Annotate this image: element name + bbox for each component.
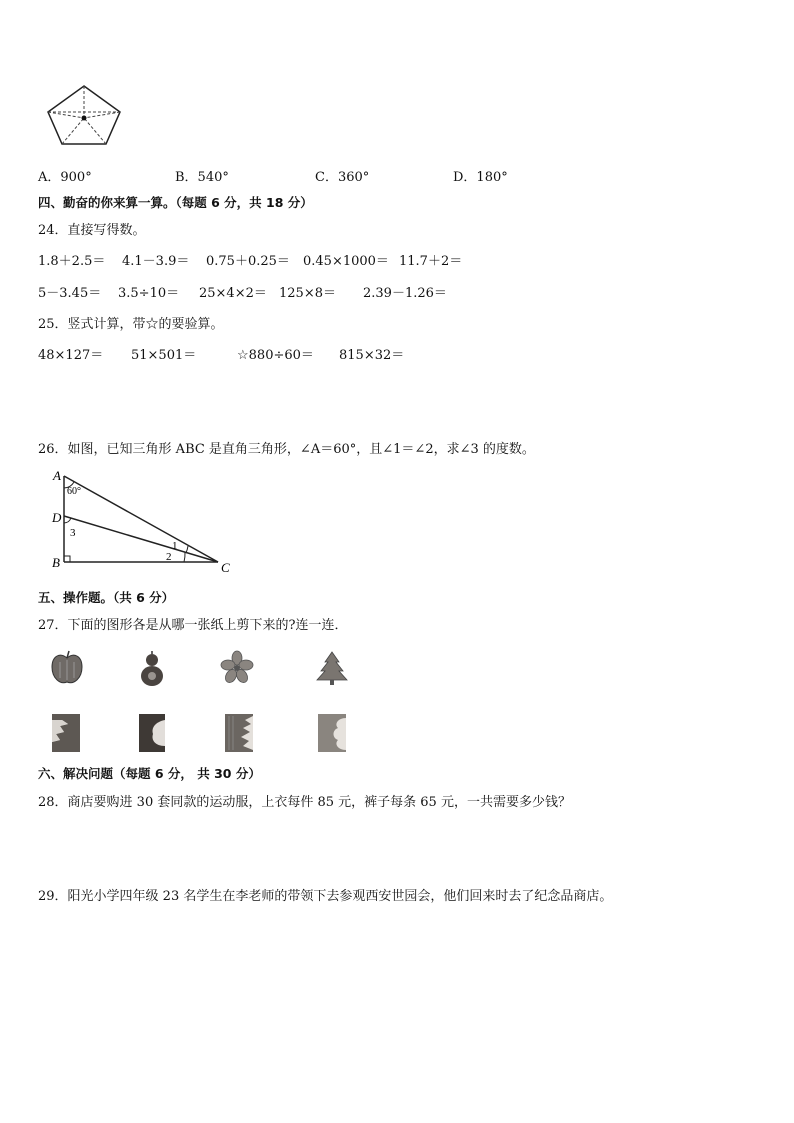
gourd-shape-icon bbox=[136, 650, 168, 688]
q24-item: 0.75＋0.25＝ bbox=[206, 254, 290, 269]
label-a: A bbox=[53, 468, 61, 483]
q25-item: 51×501＝ bbox=[131, 348, 197, 363]
label-angle-3: 3 bbox=[70, 527, 76, 539]
q28-prompt: 28．商店要购进 30 套同款的运动服，上衣每件 85 元，裤子每条 65 元，一共需要多少钱？ bbox=[38, 795, 571, 810]
q24-item: 0.45×1000＝ bbox=[303, 254, 389, 269]
option-a: A．900° bbox=[38, 170, 92, 185]
q24-item: 1.8＋2.5＝ bbox=[38, 254, 106, 269]
q25-item: 815×32＝ bbox=[339, 348, 405, 363]
label-d: D bbox=[52, 510, 62, 525]
q29-prompt: 29．阳光小学四年级 23 名学生在李老师的带领下去参观西安世园会，他们回来时去了纪念品商店。 bbox=[38, 889, 613, 904]
option-b: B．540° bbox=[175, 170, 229, 185]
q24-item: 4.1－3.9＝ bbox=[122, 254, 190, 269]
q24-item: 3.5÷10＝ bbox=[118, 286, 180, 301]
section-4-title: 四、勤奋的你来算一算。（每题 6 分，共 18 分） bbox=[38, 195, 313, 210]
q24-item: 5－3.45＝ bbox=[38, 286, 102, 301]
q25-item: ☆880÷60＝ bbox=[237, 348, 314, 363]
paper-sheet-4 bbox=[316, 712, 348, 754]
q24-prompt: 24．直接写得数。 bbox=[38, 223, 146, 238]
q24-item: 11.7＋2＝ bbox=[399, 254, 463, 269]
label-angle-2: 2 bbox=[166, 551, 172, 563]
option-c: C．360° bbox=[315, 170, 370, 185]
label-c: C bbox=[221, 560, 230, 575]
q24-item: 2.39－1.26＝ bbox=[363, 286, 447, 301]
option-d: D．180° bbox=[453, 170, 508, 185]
q27-prompt: 27．下面的图形各是从哪一张纸上剪下来的?连一连． bbox=[38, 618, 348, 633]
section-5-title: 五、操作题。（共 6 分） bbox=[38, 590, 175, 605]
paper-sheet-3 bbox=[223, 712, 255, 754]
pentagon-figure bbox=[44, 82, 124, 150]
q25-prompt: 25．竖式计算，带☆的要验算。 bbox=[38, 317, 224, 332]
q25-item: 48×127＝ bbox=[38, 348, 104, 363]
tree-shape-icon bbox=[315, 650, 349, 686]
paper-sheet-2 bbox=[137, 712, 167, 754]
q26-prompt: 26．如图，已知三角形 ABC 是直角三角形，∠A＝60°，且∠1＝∠2，求∠3 的度数。 bbox=[38, 442, 535, 457]
paper-sheet-1 bbox=[50, 712, 82, 754]
flower-shape-icon bbox=[220, 650, 254, 684]
label-angle-a: 60° bbox=[67, 486, 81, 497]
label-b: B bbox=[52, 555, 60, 570]
q24-item: 25×4×2＝ bbox=[199, 286, 267, 301]
label-angle-1: 1 bbox=[172, 540, 178, 552]
section-6-title: 六、解决问题（每题 6 分， 共 30 分） bbox=[38, 766, 261, 781]
q24-item: 125×8＝ bbox=[279, 286, 336, 301]
triangle-figure bbox=[50, 466, 240, 578]
apple-shape-icon bbox=[50, 650, 84, 686]
